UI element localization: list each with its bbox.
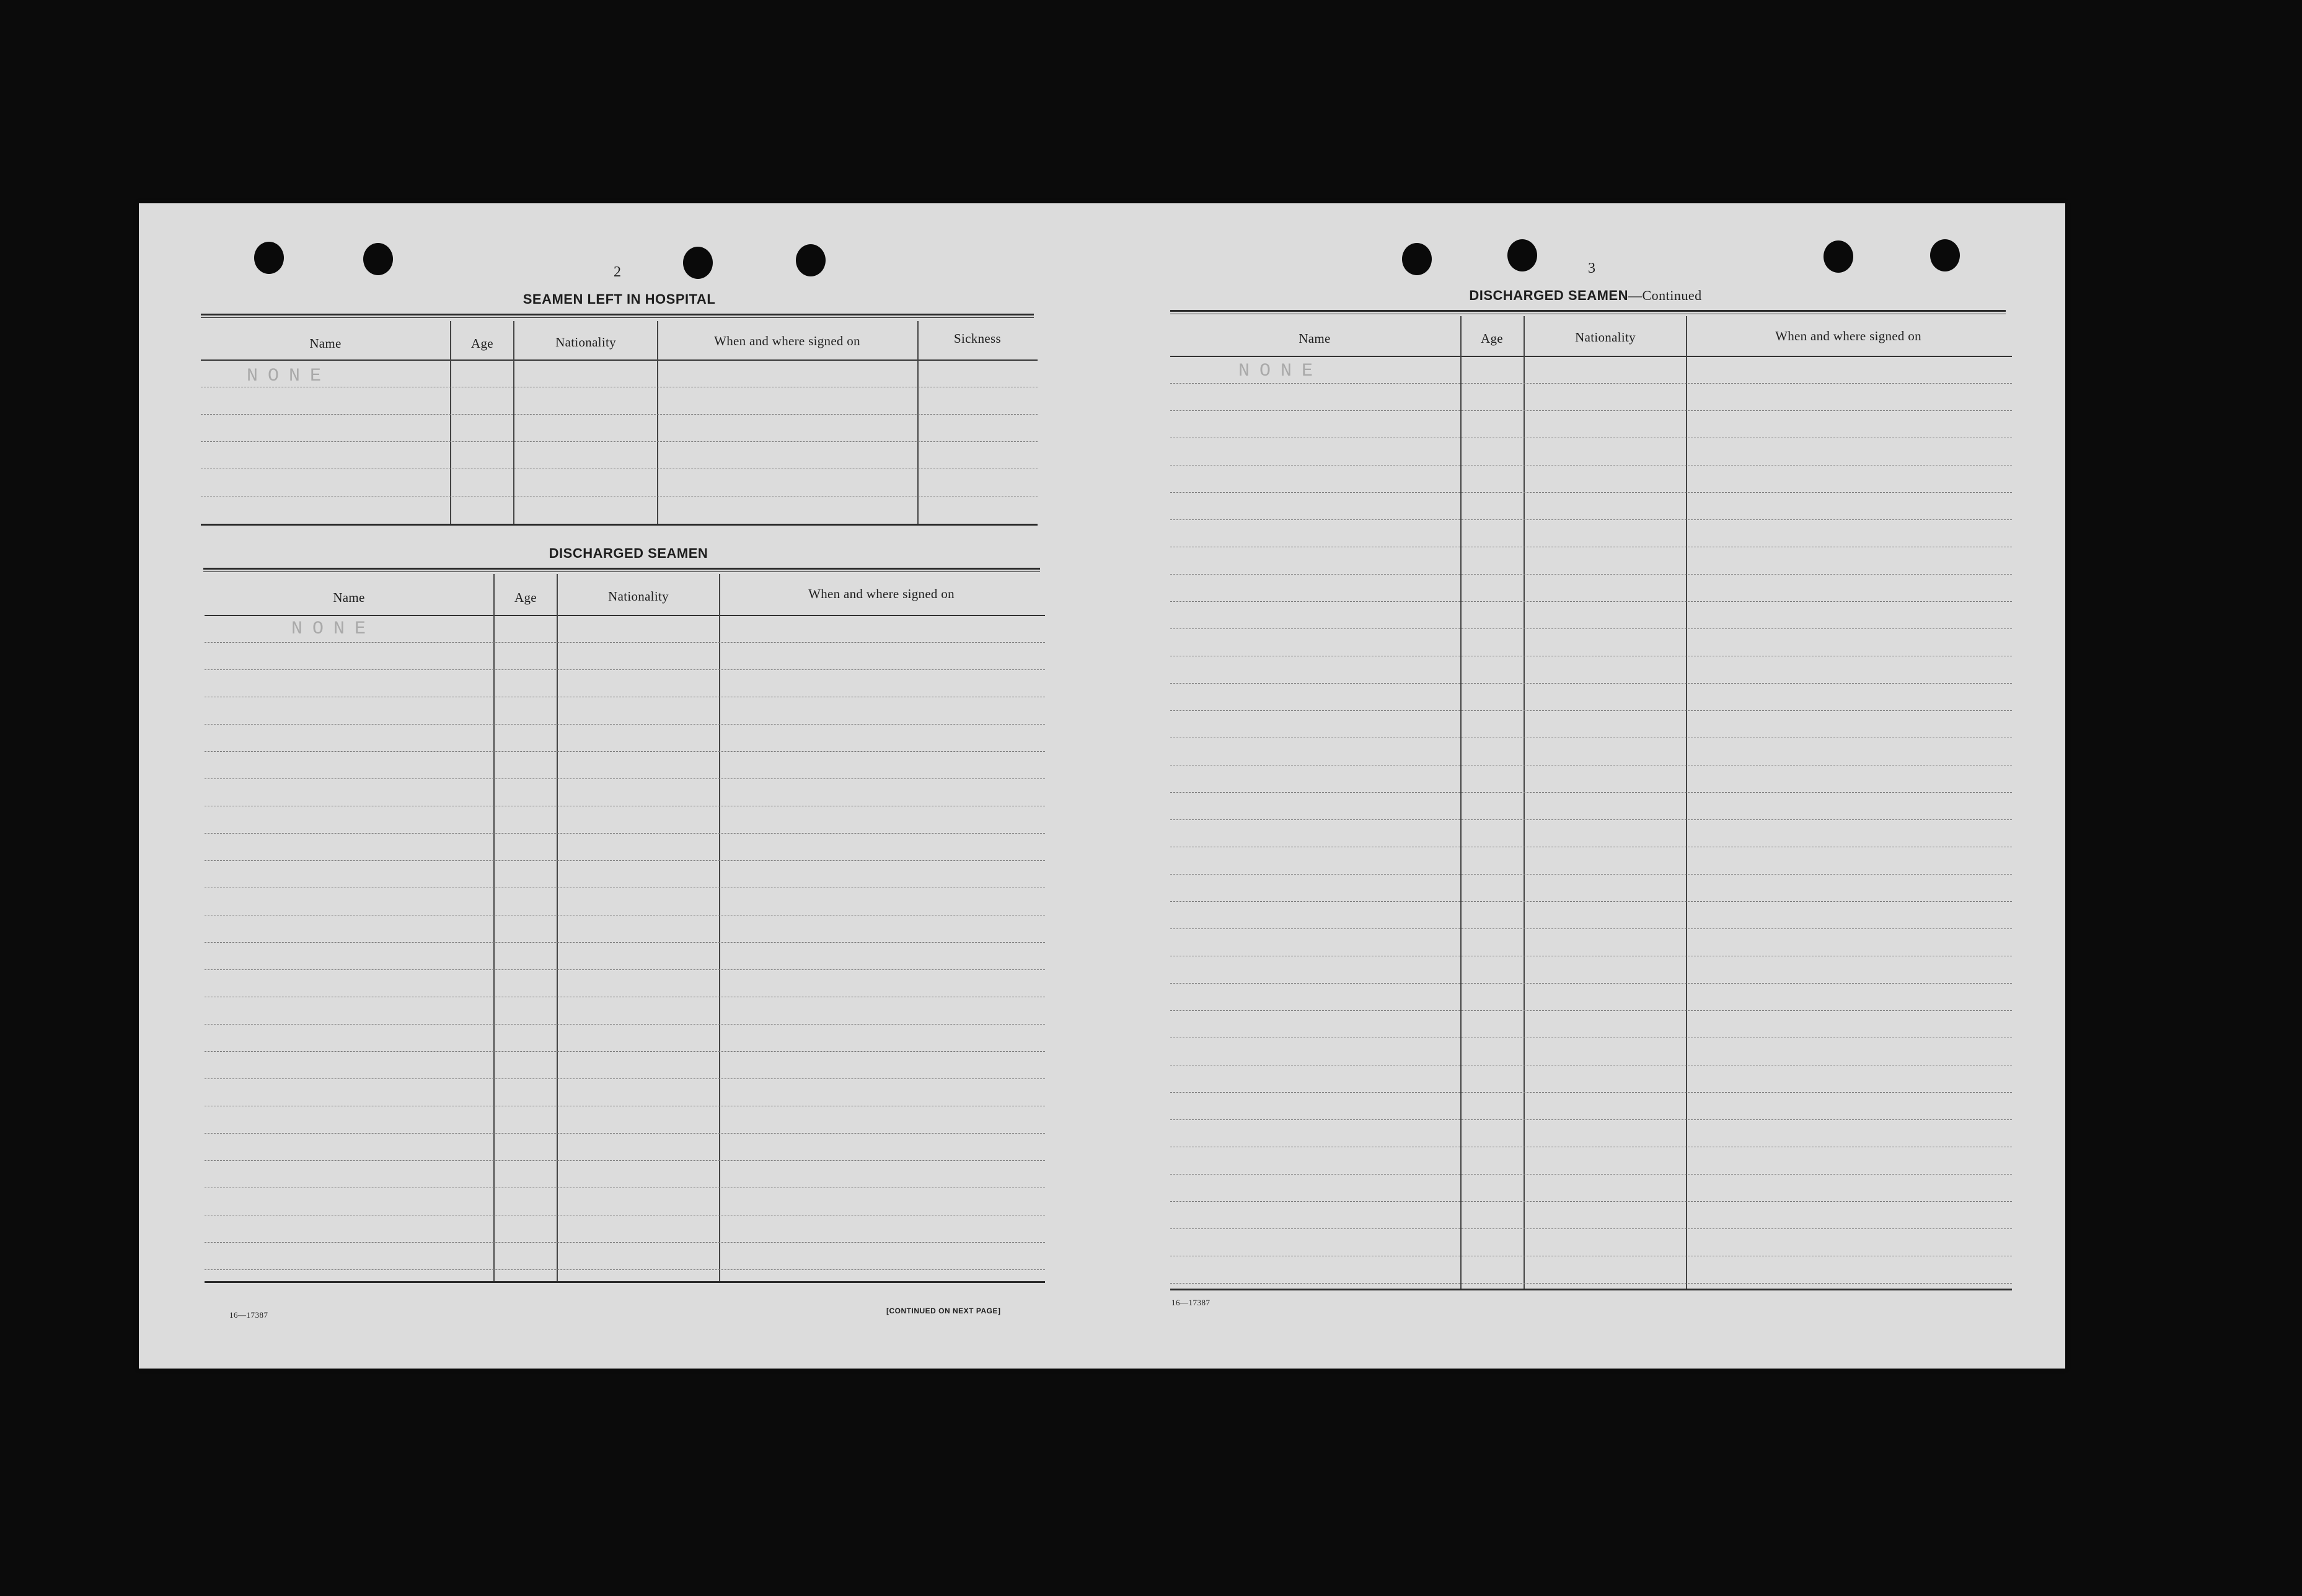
- column-header-sickness: Sickness: [954, 331, 1001, 346]
- column-header-name: Name: [1299, 331, 1331, 346]
- table-row: [205, 697, 1045, 725]
- table-row: [1170, 738, 2012, 765]
- table-row: [1170, 492, 2012, 520]
- table-bottom-rule: [201, 524, 1038, 526]
- table-row: [1170, 656, 2012, 684]
- table-row: [1170, 628, 2012, 656]
- discharged-top-rule: [203, 568, 1040, 572]
- table-bottom-rule: [205, 1281, 1045, 1283]
- table-row: [205, 1242, 1045, 1270]
- table-row: [205, 942, 1045, 970]
- table-row: [1170, 765, 2012, 793]
- table-row: [205, 969, 1045, 997]
- hospital-section-title: SEAMEN LEFT IN HOSPITAL: [523, 291, 716, 307]
- discharged-top-rule: [1170, 310, 2006, 314]
- table-row: [1170, 1038, 2012, 1065]
- table-row: [1170, 710, 2012, 738]
- right-page: [1102, 203, 2065, 1369]
- table-row: [205, 642, 1045, 670]
- ledger-sheet: [139, 203, 2065, 1369]
- table-row: [205, 1024, 1045, 1052]
- table-row: [205, 860, 1045, 888]
- table-row: [1170, 1065, 2012, 1093]
- page-number: 3: [1588, 260, 1595, 276]
- table-row: [205, 915, 1045, 943]
- column-header-signed-on: When and where signed on: [1775, 328, 1921, 343]
- continued-note: [CONTINUED ON NEXT PAGE]: [886, 1307, 1001, 1315]
- table-row: [1170, 1092, 2012, 1120]
- discharged-entry-none: NONE: [291, 619, 376, 640]
- table-row: [205, 669, 1045, 697]
- table-row: [1170, 928, 2012, 956]
- table-row: [205, 1188, 1045, 1215]
- table-row: [1170, 438, 2012, 465]
- table-row: [205, 806, 1045, 834]
- table-row: [1170, 956, 2012, 984]
- table-row: [205, 1215, 1045, 1243]
- table-row: [1170, 819, 2012, 847]
- table-row: [1170, 1010, 2012, 1038]
- column-header-age: Age: [1481, 331, 1503, 346]
- discharged-section-title: DISCHARGED SEAMEN: [549, 545, 708, 561]
- table-row: [205, 1133, 1045, 1161]
- discharged-continued-table: [1170, 316, 2012, 1290]
- column-header-age: Age: [471, 336, 493, 351]
- table-bottom-rule: [1170, 1289, 2012, 1290]
- left-page: [139, 203, 1106, 1369]
- table-row: [1170, 847, 2012, 875]
- table-row: [205, 724, 1045, 752]
- form-number: 16—17387: [1171, 1298, 1211, 1307]
- table-row: [205, 1051, 1045, 1079]
- table-row: [1170, 1119, 2012, 1147]
- column-header-signed-on: When and where signed on: [808, 586, 955, 601]
- table-row: [201, 469, 1038, 496]
- table-row: [1170, 383, 2012, 411]
- table-row: [1170, 519, 2012, 547]
- discharged-title-text: DISCHARGED SEAMEN: [1469, 288, 1628, 303]
- table-row: [205, 833, 1045, 861]
- table-row: [1170, 1147, 2012, 1175]
- column-header-name: Name: [309, 336, 342, 351]
- table-row: [205, 1078, 1045, 1106]
- table-row: [1170, 547, 2012, 575]
- table-row: [1170, 983, 2012, 1011]
- table-row: [1170, 465, 2012, 493]
- column-header-nationality: Nationality: [1575, 330, 1636, 345]
- table-row: [201, 414, 1038, 442]
- table-row: [1170, 574, 2012, 602]
- form-number: 16—17387: [229, 1310, 268, 1320]
- discharged-continued-entry-none: NONE: [1238, 361, 1323, 382]
- table-row: [201, 387, 1038, 415]
- table-row: [1170, 1228, 2012, 1256]
- table-row: [1170, 1256, 2012, 1284]
- table-row: [1170, 1174, 2012, 1202]
- table-row: [1170, 874, 2012, 902]
- page-number: 2: [614, 264, 621, 280]
- table-row: [205, 1106, 1045, 1134]
- column-header-signed-on: When and where signed on: [714, 333, 860, 348]
- column-header-nationality: Nationality: [555, 335, 616, 350]
- table-row: [1170, 1201, 2012, 1229]
- column-header-name: Name: [333, 590, 365, 605]
- column-header-nationality: Nationality: [608, 589, 669, 604]
- table-row: [205, 997, 1045, 1025]
- table-row: [201, 441, 1038, 469]
- table-row: [1170, 792, 2012, 820]
- table-row: [205, 778, 1045, 806]
- column-header-age: Age: [514, 590, 537, 605]
- table-row: [1170, 601, 2012, 629]
- table-row: [205, 1160, 1045, 1188]
- table-row: [205, 751, 1045, 779]
- discharged-continued-title: [1393, 288, 1778, 304]
- hospital-table: [201, 321, 1038, 526]
- hospital-entry-none: NONE: [247, 366, 332, 387]
- hospital-top-rule: [201, 314, 1034, 318]
- table-row: [205, 888, 1045, 915]
- continued-suffix: —Continued: [1628, 288, 1702, 303]
- table-row: [1170, 901, 2012, 929]
- table-row: [1170, 683, 2012, 711]
- discharged-table: [205, 574, 1045, 1283]
- table-row: [1170, 410, 2012, 438]
